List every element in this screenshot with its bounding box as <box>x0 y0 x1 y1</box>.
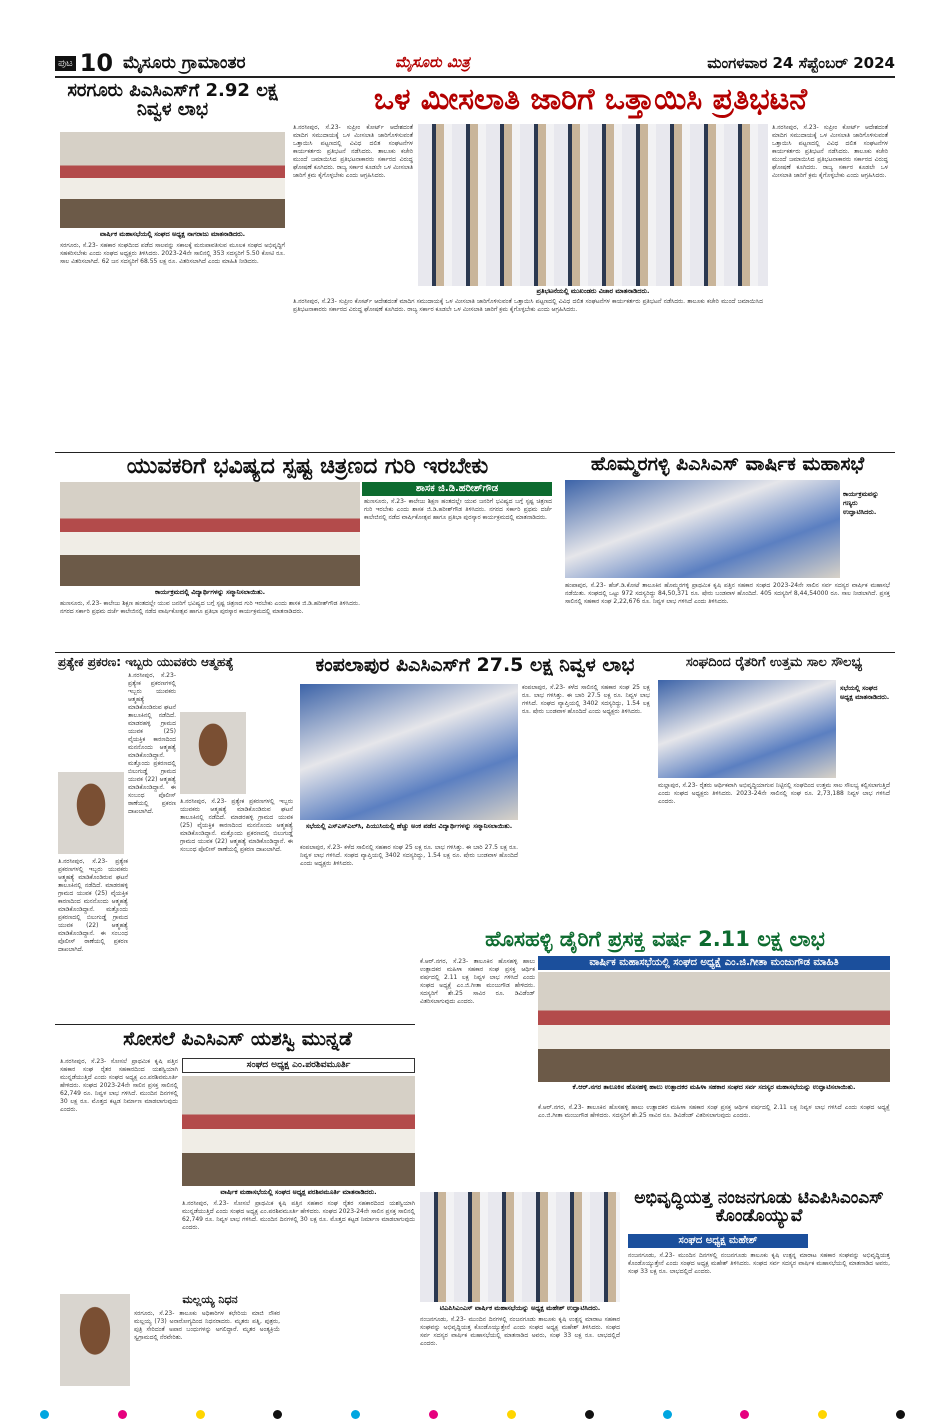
photo-caption: ಟಿಎಪಿಸಿಎಂಎಸ್ ವಾರ್ಷಿಕ ಮಹಾಸಭೆಯನ್ನು ಅಧ್ಯಕ್ಷ ಮಹೇಶ್ ಉದ್ಘಾಟಿಸಿದರು. <box>439 1304 601 1312</box>
article-headline: ಮಲ್ಲಯ್ಯ ನಿಧನ <box>182 1293 238 1306</box>
article-body: ಕಂಪಲಾಪುರ, ಸೆ.23- ಕಳೆದ ಸಾಲಿನಲ್ಲಿ ಸಹಕಾರ ಸಂಘ 25 ಲಕ್ಷ ರೂ. ಲಾಭ ಗಳಿಸಿತ್ತು. ಈ ಬಾರಿ 27.5 ಲಕ್ಷ ರೂ. ನಿವ್ವಳ ಲಾಭ ಗಳಿಸಿದೆ. ಸಂಘದ ವ್ಯಾಪ್ತಿಯಲ್ಲಿ 3402 ಸದಸ್ಯರಿದ್ದು, 1.54 ಲಕ್ಷ ರೂ. ಷೇರು ಬಂಡವಾಳ ಹೊಂದಿದೆ ಎಂದು ಅಧ್ಯಕ್ಷರು ತಿಳಿಸಿದರು. <box>522 684 650 715</box>
issue-date: ಮಂಗಳವಾರ 24 ಸೆಪ್ಟೆಂಬರ್ 2024 <box>707 54 895 72</box>
article-subhead: ವಾರ್ಷಿಕ ಮಹಾಸಭೆಯಲ್ಲಿ ಸಂಘದ ಅಧ್ಯಕ್ಷೆ ಎಂ.ಜಿ.ಗೀತಾ ಮಂಜುಗೌಡ ಮಾಹಿತಿ <box>538 956 890 970</box>
article-headline: ಸರಗೂರು ಪಿಎಸಿಎಸ್‌ಗೆ 2.92 ಲಕ್ಷ ನಿವ್ವಳ ಲಾಭ <box>67 80 278 120</box>
article-headline: ಕಂಪಲಾಪುರ ಪಿಎಸಿಎಸ್‌ಗೆ 27.5 ಲಕ್ಷ ನಿವ್ವಳ ಲಾಭ <box>315 654 635 676</box>
article-subhead: ಶಾಸಕ ಜಿ.ಡಿ.ಹರೀಶ್‌ಗೌಡ <box>362 482 552 496</box>
article-headline: ಪ್ರತ್ಯೇಕ ಪ್ರಕರಣ: ಇಬ್ಬರು ಯುವಕರು ಆತ್ಮಹತ್ಯೆ <box>58 655 234 669</box>
article-subhead: ಸಂಘದ ಅಧ್ಯಕ್ಷ ಮಹೇಶ್ <box>628 1234 808 1248</box>
photo-caption: ಕಾರ್ಯಕ್ರಮದಲ್ಲಿ ವಿದ್ಯಾರ್ಥಿಗಳನ್ನು ಸನ್ಮಾನಿಸಲಾಯಿತು. <box>154 588 266 596</box>
article-photo <box>565 480 840 578</box>
article-headline: ಒಳ ಮೀಸಲಾತಿ ಜಾರಿಗೆ ಒತ್ತಾಯಿಸಿ ಪ್ರತಿಭಟನೆ <box>373 82 808 117</box>
article-photo <box>420 1192 620 1302</box>
article-body: ಕೆ.ಆರ್.ನಗರ, ಸೆ.23- ತಾಲೂಕಿನ ಹೊಸಹಳ್ಳಿ ಹಾಲು ಉತ್ಪಾದಕರ ಮಹಿಳಾ ಸಹಕಾರ ಸಂಘ ಪ್ರಸಕ್ತ ಆರ್ಥಿಕ ವರ್ಷದಲ್ಲಿ 2.11 ಲಕ್ಷ ನಿವ್ವಳ ಲಾಭ ಗಳಿಸಿದೆ ಎಂದು ಸಂಘದ ಅಧ್ಯಕ್ಷೆ ಎಂ.ಜಿ.ಗೀತಾ ಮಂಜುಗೌಡ ಹೇಳಿದರು. ಸದಸ್ಯರಿಗೆ ಶೇ.25 ಸಾವಿರ ರೂ. ಡಿವಿಡೆಂಡ್ ವಿತರಿಸಲಾಗುವುದು ಎಂದರು. <box>420 958 535 1005</box>
article-headline: ಸಂಘದಿಂದ ರೈತರಿಗೆ ಉತ್ತಮ ಸಾಲ ಸೌಲಭ್ಯ <box>685 655 863 670</box>
article-body-continued: ಕೆ.ಆರ್.ನಗರ, ಸೆ.23- ತಾಲೂಕಿನ ಹೊಸಹಳ್ಳಿ ಹಾಲು ಉತ್ಪಾದಕರ ಮಹಿಳಾ ಸಹಕಾರ ಸಂಘ ಪ್ರಸಕ್ತ ಆರ್ಥಿಕ ವರ್ಷದಲ್ಲಿ 2.11 ಲಕ್ಷ ನಿವ್ವಳ ಲಾಭ ಗಳಿಸಿದೆ ಎಂದು ಸಂಘದ ಅಧ್ಯಕ್ಷೆ ಎಂ.ಜಿ.ಗೀತಾ ಮಂಜುಗೌಡ ಹೇಳಿದರು. ಸದಸ್ಯರಿಗೆ ಶೇ.25 ಸಾವಿರ ರೂ. ಡಿವಿಡೆಂಡ್ ವಿತರಿಸಲಾಗುವುದು ಎಂದರು. <box>538 1104 890 1119</box>
photo-caption: ಸಭೆಯಲ್ಲಿ ಎಸ್‌ಎಸ್‌ಎಲ್‌ಸಿ, ಪಿಯುಸಿಯಲ್ಲಿ ಹೆಚ್ಚು ಅಂಕ ಪಡೆದ ವಿದ್ಯಾರ್ಥಿಗಳನ್ನು ಸನ್ಮಾನಿಸಲಾಯಿತು. <box>305 822 513 830</box>
victim-photo <box>180 712 246 794</box>
photo-caption: ಕೆ.ಆರ್.ನಗರ ತಾಲೂಕಿನ ಹೊಸಹಳ್ಳಿ ಹಾಲು ಉತ್ಪಾದಕರ ಮಹಿಳಾ ಸಹಕಾರ ಸಂಘದ ಸರ್ವ ಸದಸ್ಯರ ಮಹಾಸಭೆಯನ್ನು ಉದ್ಘಾಟಿಸಲಾಯಿತು. <box>572 1083 856 1091</box>
article-body-continued: ಕಂಪಲಾಪುರ, ಸೆ.23- ಕಳೆದ ಸಾಲಿನಲ್ಲಿ ಸಹಕಾರ ಸಂಘ 25 ಲಕ್ಷ ರೂ. ಲಾಭ ಗಳಿಸಿತ್ತು. ಈ ಬಾರಿ 27.5 ಲಕ್ಷ ರೂ. ನಿವ್ವಳ ಲಾಭ ಗಳಿಸಿದೆ. ಸಂಘದ ವ್ಯಾಪ್ತಿಯಲ್ಲಿ 3402 ಸದಸ್ಯರಿದ್ದು, 1.54 ಲಕ್ಷ ರೂ. ಷೇರು ಬಂಡವಾಳ ಹೊಂದಿದೆ ಎಂದು ಅಧ್ಯಕ್ಷರು ತಿಳಿಸಿದರು. <box>300 844 518 867</box>
article-body-continued: ಹುಣಸೂರು, ಸೆ.23- ಕಾಲೇಜು ಶಿಕ್ಷಣ ಹಂತದಲ್ಲೇ ಯುವ ಜನರಿಗೆ ಭವಿಷ್ಯದ ಬಗ್ಗೆ ಸ್ಪಷ್ಟ ಚಿತ್ರಣದ ಗುರಿ ಇರಬೇಕು ಎಂದು ಶಾಸಕ ಜಿ.ಡಿ.ಹರೀಶ್‌ಗೌಡ ತಿಳಿಸಿದರು. ನಗರದ ಸರ್ಕಾರಿ ಪ್ರಥಮ ದರ್ಜೆ ಕಾಲೇಜಿನಲ್ಲಿ ನಡೆದ ವಾರ್ಷಿಕೋತ್ಸವ ಹಾಗೂ ಪ್ರತಿಭಾ ಪುರಸ್ಕಾರ ಕಾರ್ಯಕ್ರಮದಲ್ಲಿ ಮಾತನಾಡಿದರು. <box>60 600 360 615</box>
article-body: ನಂಜನಗೂಡು, ಸೆ.23- ಮುಂದಿನ ದಿನಗಳಲ್ಲಿ ನಂಜನಗೂಡು ತಾಲೂಕು ಕೃಷಿ ಉತ್ಪನ್ನ ಮಾರಾಟ ಸಹಕಾರ ಸಂಘವನ್ನು ಅಭಿವೃದ್ಧಿಯತ್ತ ಕೊಂಡೊಯ್ಯುತ್ತೇನೆ ಎಂದು ಸಂಘದ ಅಧ್ಯಕ್ಷ ಮಹೇಶ್ ತಿಳಿಸಿದರು. ಸಂಘದ ಸರ್ವ ಸದಸ್ಯರ ವಾರ್ಷಿಕ ಮಹಾಸಭೆಯಲ್ಲಿ ಮಾತನಾಡಿದ ಅವರು, ಸಂಘ 33 ಲಕ್ಷ ರೂ. ಲಾಭದಲ್ಲಿದೆ ಎಂದರು. <box>420 1316 620 1347</box>
print-registration-marks <box>0 1404 945 1424</box>
article-headline: ಅಭಿವೃದ್ಧಿಯತ್ತ ನಂಜನಗೂಡು ಟಿಎಪಿಸಿಎಂಎಸ್ ಕೊಂಡೊಯ್ಯುವೆ <box>634 1188 884 1226</box>
article-headline: ಯುವಕರಿಗೆ ಭವಿಷ್ಯದ ಸ್ಪಷ್ಟ ಚಿತ್ರಣದ ಗುರಿ ಇರಬೇಕು <box>126 454 489 479</box>
page-label: ಪುಟ <box>55 56 76 71</box>
article-body-continued: ತಿ.ನರಸೀಪುರ, ಸೆ.23- ಪ್ರತ್ಯೇಕ ಪ್ರಕರಣಗಳಲ್ಲಿ ಇಬ್ಬರು ಯುವಕರು ಆತ್ಮಹತ್ಯೆ ಮಾಡಿಕೊಂಡಿರುವ ಘಟನೆ ತಾಲೂಕಿನಲ್ಲಿ ನಡೆದಿದೆ. ಮಾಡರಹಳ್ಳಿ ಗ್ರಾಮದ ಯುವಕ (25) ವೈಯಕ್ತಿಕ ಕಾರಣದಿಂದ ಮನನೊಂದು ಆತ್ಮಹತ್ಯೆ ಮಾಡಿಕೊಂಡಿದ್ದಾನೆ. ಮತ್ತೊಂದು ಪ್ರಕರಣದಲ್ಲಿ ಬಿಲುಗುಡ್ಡೆ ಗ್ರಾಮದ ಯುವಕ (22) ಆತ್ಮಹತ್ಯೆ ಮಾಡಿಕೊಂಡಿದ್ದಾನೆ. ಈ ಸಂಬಂಧ ಪೊಲೀಸ್ ಠಾಣೆಯಲ್ಲಿ ಪ್ರಕರಣ ದಾಖಲಾಗಿದೆ. <box>180 798 293 853</box>
photo-caption: ಕಾರ್ಯಕ್ರಮವನ್ನು ಗಣ್ಯರು ಉದ್ಘಾಟಿಸಿದರು. <box>843 490 879 516</box>
article-body-continued: ತಿ.ನರಸೀಪುರ, ಸೆ.23- ಸುಪ್ರೀಂ ಕೋರ್ಟ್ ಆದೇಶದಂತೆ ಮಾದಿಗ ಸಮುದಾಯಕ್ಕೆ ಒಳ ಮೀಸಲಾತಿ ಜಾರಿಗೊಳಿಸುವಂತೆ ಒತ್ತಾಯಿಸಿ ಪಟ್ಟಣದಲ್ಲಿ ವಿವಿಧ ದಲಿತ ಸಂಘಟನೆಗಳ ಕಾರ್ಯಕರ್ತರು ಪ್ರತಿಭಟನೆ ನಡೆಸಿದರು. ತಾಲೂಕು ಕಚೇರಿ ಮುಂದೆ ಜಮಾಯಿಸಿದ ಪ್ರತಿಭಟನಾಕಾರರು ಸರ್ಕಾರದ ವಿರುದ್ಧ ಘೋಷಣೆ ಕೂಗಿದರು. ರಾಜ್ಯ ಸರ್ಕಾರ ಕೂಡಲೇ ಒಳ ಮೀಸಲಾತಿ ಜಾರಿಗೆ ಕ್ರಮ ಕೈಗೊಳ್ಳಬೇಕು ಎಂದು ಆಗ್ರಹಿಸಿದರು. <box>293 298 763 313</box>
article-body: ತಿ.ನರಸೀಪುರ, ಸೆ.23- ಪ್ರತ್ಯೇಕ ಪ್ರಕರಣಗಳಲ್ಲಿ ಇಬ್ಬರು ಯುವಕರು ಆತ್ಮಹತ್ಯೆ ಮಾಡಿಕೊಂಡಿರುವ ಘಟನೆ ತಾಲೂಕಿನಲ್ಲಿ ನಡೆದಿದೆ. ಮಾಡರಹಳ್ಳಿ ಗ್ರಾಮದ ಯುವಕ (25) ವೈಯಕ್ತಿಕ ಕಾರಣದಿಂದ ಮನನೊಂದು ಆತ್ಮಹತ್ಯೆ ಮಾಡಿಕೊಂಡಿದ್ದಾನೆ. ಮತ್ತೊಂದು ಪ್ರಕರಣದಲ್ಲಿ ಬಿಲುಗುಡ್ಡೆ ಗ್ರಾಮದ ಯುವಕ (22) ಆತ್ಮಹತ್ಯೆ ಮಾಡಿಕೊಂಡಿದ್ದಾನೆ. ಈ ಸಂಬಂಧ ಪೊಲೀಸ್ ಠಾಣೆಯಲ್ಲಿ ಪ್ರಕರಣ ದಾಖಲಾಗಿದೆ. <box>128 672 176 815</box>
article-body: ಹುಣಸೂರು, ಸೆ.23- ಕಾಲೇಜು ಶಿಕ್ಷಣ ಹಂತದಲ್ಲೇ ಯುವ ಜನರಿಗೆ ಭವಿಷ್ಯದ ಬಗ್ಗೆ ಸ್ಪಷ್ಟ ಚಿತ್ರಣದ ಗುರಿ ಇರಬೇಕು ಎಂದು ಶಾಸಕ ಜಿ.ಡಿ.ಹರೀಶ್‌ಗೌಡ ತಿಳಿಸಿದರು. ನಗರದ ಸರ್ಕಾರಿ ಪ್ರಥಮ ದರ್ಜೆ ಕಾಲೇಜಿನಲ್ಲಿ ನಡೆದ ವಾರ್ಷಿಕೋತ್ಸವ ಹಾಗೂ ಪ್ರತಿಭಾ ಪುರಸ್ಕಾರ ಕಾರ್ಯಕ್ರಮದಲ್ಲಿ ಮಾತನಾಡಿದರು. <box>364 498 552 521</box>
article-photo <box>418 124 768 286</box>
article-body: ಸರಗೂರು, ಸೆ.23- ತಾಲೂಕು ಅಧಿಕಾರಿಗಳ ಕಛೇರಿಯ ಮಾಜಿ ನೌಕರ ಮಲ್ಲಯ್ಯ (73) ಅನಾರೋಗ್ಯದಿಂದ ನಿಧನರಾದರು. ಮೃತರು ಪತ್ನಿ, ಪುತ್ರರು, ಪುತ್ರಿ ಸೇರಿದಂತೆ ಅಪಾರ ಬಂಧುಗಳನ್ನು ಅಗಲಿದ್ದಾರೆ. ಮೃತರ ಅಂತ್ಯಕ್ರಿಯೆ ಸ್ವಗ್ರಾಮದಲ್ಲಿ ನೆರವೇರಿತು. <box>134 1310 280 1341</box>
article-body-continued: ನಂಜನಗೂಡು, ಸೆ.23- ಮುಂದಿನ ದಿನಗಳಲ್ಲಿ ನಂಜನಗೂಡು ತಾಲೂಕು ಕೃಷಿ ಉತ್ಪನ್ನ ಮಾರಾಟ ಸಹಕಾರ ಸಂಘವನ್ನು ಅಭಿವೃದ್ಧಿಯತ್ತ ಕೊಂಡೊಯ್ಯುತ್ತೇನೆ ಎಂದು ಸಂಘದ ಅಧ್ಯಕ್ಷ ಮಹೇಶ್ ತಿಳಿಸಿದರು. ಸಂಘದ ಸರ್ವ ಸದಸ್ಯರ ವಾರ್ಷಿಕ ಮಹಾಸಭೆಯಲ್ಲಿ ಮಾತನಾಡಿದ ಅವರು, ಸಂಘ 33 ಲಕ್ಷ ರೂ. ಲಾಭದಲ್ಲಿದೆ ಎಂದರು. <box>628 1252 890 1275</box>
article-headline: ಹೊಮ್ಮರಗಳ್ಳಿ ಪಿಎಸಿಎಸ್ ವಾರ್ಷಿಕ ಮಹಾಸಭೆ <box>590 453 865 475</box>
article-headline: ಸೋಸಲೆ ಪಿಎಸಿಎಸ್ ಯಶಸ್ವಿ ಮುನ್ನಡೆ <box>123 1028 352 1050</box>
article-body-continued: ತಿ.ನರಸೀಪುರ, ಸೆ.23- ಸೋಸಲೆ ಪ್ರಾಥಮಿಕ ಕೃಷಿ ಪತ್ತಿನ ಸಹಕಾರ ಸಂಘ ರೈತರ ಸಹಕಾರದಿಂದ ಯಶಸ್ವಿಯಾಗಿ ಮುನ್ನಡೆಯುತ್ತಿದೆ ಎಂದು ಸಂಘದ ಅಧ್ಯಕ್ಷ ಎಂ.ಪರಶಿವಮೂರ್ತಿ ಹೇಳಿದರು. ಸಂಘದ 2023-24ನೇ ಸಾಲಿನ ಪ್ರಸಕ್ತ ಸಾಲಿನಲ್ಲಿ 62,749 ರೂ. ನಿವ್ವಳ ಲಾಭ ಗಳಿಸಿದೆ. ಮುಂದಿನ ದಿನಗಳಲ್ಲಿ 30 ಲಕ್ಷ ರೂ. ಮೊತ್ತದ ಕಟ್ಟಡ ನಿರ್ಮಾಣ ಮಾಡಲಾಗುವುದು ಎಂದರು. <box>182 1200 415 1231</box>
article-body: ಸರಗೂರು, ಸೆ.23- ಸಹಕಾರ ಸಂಘದಿಂದ ಪಡೆದ ಸಾಲವನ್ನು ಸಕಾಲಕ್ಕೆ ಮರುಪಾವತಿಸುವ ಮೂಲಕ ಸಂಘದ ಅಭಿವೃದ್ಧಿಗೆ ಸಹಕರಿಸಬೇಕು ಎಂದು ಸಂಘದ ಅಧ್ಯಕ್ಷರು ತಿಳಿಸಿದರು. 2023-24ನೇ ಸಾಲಿನಲ್ಲಿ 353 ಸದಸ್ಯರಿಗೆ 5.50 ಕೋಟಿ ರೂ. ಸಾಲ ವಿತರಿಸಲಾಗಿದೆ. 62 ಜನ ಸದಸ್ಯರಿಗೆ 68.55 ಲಕ್ಷ ರೂ. ವಿತರಿಸಲಾಗಿದೆ ಎಂದು ಮಾಹಿತಿ ನೀಡಿದರು. <box>60 242 285 265</box>
photo-caption: ಸಭೆಯಲ್ಲಿ ಸಂಘದ ಅಧ್ಯಕ್ಷ ಮಾತನಾಡಿದರು. <box>840 684 890 701</box>
divider <box>55 1024 415 1025</box>
obituary-photo <box>60 1294 130 1386</box>
article-photo <box>60 482 360 586</box>
photo-caption: ಪ್ರತಿಭಟನೆಯಲ್ಲಿ ಮುಖಂಡರು ವಿಚಾರ ಮಾತನಾಡಿದರು. <box>536 287 650 295</box>
article-body: ಹಂಪಾಪುರ, ಸೆ.23- ಹೆಚ್.ಡಿ.ಕೋಟೆ ತಾಲೂಕಿನ ಹೊಮ್ಮರಗಳ್ಳಿ ಪ್ರಾಥಮಿಕ ಕೃಷಿ ಪತ್ತಿನ ಸಹಕಾರ ಸಂಘದ 2023-24ನೇ ಸಾಲಿನ ಸರ್ವ ಸದಸ್ಯರ ವಾರ್ಷಿಕ ಮಹಾಸಭೆ ನಡೆಯಿತು. ಸಂಘದಲ್ಲಿ ಒಟ್ಟು 972 ಸದಸ್ಯರಿದ್ದು 84,50,371 ರೂ. ಷೇರು ಬಂಡವಾಳ ಹೊಂದಿದೆ. 405 ಸದಸ್ಯರಿಗೆ 8,44,54000 ರೂ. ಸಾಲ ನೀಡಲಾಗಿದೆ. ಪ್ರಸಕ್ತ ಸಾಲಿನಲ್ಲಿ ಸಹಕಾರ ಸಂಘ 2,22,676 ರೂ. ನಿವ್ವಳ ಲಾಭ ಗಳಿಸಿದೆ ಎಂದು ತಿಳಿಸಿದರು. <box>565 582 890 605</box>
article-headline: ಹೊಸಹಳ್ಳಿ ಡೈರಿಗೆ ಪ್ರಸಕ್ತ ವರ್ಷ 2.11 ಲಕ್ಷ ಲಾಭ <box>485 927 825 951</box>
article-photo <box>60 132 285 228</box>
article-photo <box>182 1076 415 1186</box>
article-photo <box>538 972 890 1082</box>
article-body: ತಿ.ನರಸೀಪುರ, ಸೆ.23- ಸುಪ್ರೀಂ ಕೋರ್ಟ್ ಆದೇಶದಂತೆ ಮಾದಿಗ ಸಮುದಾಯಕ್ಕೆ ಒಳ ಮೀಸಲಾತಿ ಜಾರಿಗೊಳಿಸುವಂತೆ ಒತ್ತಾಯಿಸಿ ಪಟ್ಟಣದಲ್ಲಿ ವಿವಿಧ ದಲಿತ ಸಂಘಟನೆಗಳ ಕಾರ್ಯಕರ್ತರು ಪ್ರತಿಭಟನೆ ನಡೆಸಿದರು. ತಾಲೂಕು ಕಚೇರಿ ಮುಂದೆ ಜಮಾಯಿಸಿದ ಪ್ರತಿಭಟನಾಕಾರರು ಸರ್ಕಾರದ ವಿರುದ್ಧ ಘೋಷಣೆ ಕೂಗಿದರು. ರಾಜ್ಯ ಸರ್ಕಾರ ಕೂಡಲೇ ಒಳ ಮೀಸಲಾತಿ ಜಾರಿಗೆ ಕ್ರಮ ಕೈಗೊಳ್ಳಬೇಕು ಎಂದು ಆಗ್ರಹಿಸಿದರು. <box>293 124 413 179</box>
article-body: ತಿ.ನರಸೀಪುರ, ಸೆ.23- ಸೋಸಲೆ ಪ್ರಾಥಮಿಕ ಕೃಷಿ ಪತ್ತಿನ ಸಹಕಾರ ಸಂಘ ರೈತರ ಸಹಕಾರದಿಂದ ಯಶಸ್ವಿಯಾಗಿ ಮುನ್ನಡೆಯುತ್ತಿದೆ ಎಂದು ಸಂಘದ ಅಧ್ಯಕ್ಷ ಎಂ.ಪರಶಿವಮೂರ್ತಿ ಹೇಳಿದರು. ಸಂಘದ 2023-24ನೇ ಸಾಲಿನ ಪ್ರಸಕ್ತ ಸಾಲಿನಲ್ಲಿ 62,749 ರೂ. ನಿವ್ವಳ ಲಾಭ ಗಳಿಸಿದೆ. ಮುಂದಿನ ದಿನಗಳಲ್ಲಿ 30 ಲಕ್ಷ ರೂ. ಮೊತ್ತದ ಕಟ್ಟಡ ನಿರ್ಮಾಣ ಮಾಡಲಾಗುವುದು ಎಂದರು. <box>60 1058 178 1113</box>
article-body-continued: ತಿ.ನರಸೀಪುರ, ಸೆ.23- ಪ್ರತ್ಯೇಕ ಪ್ರಕರಣಗಳಲ್ಲಿ ಇಬ್ಬರು ಯುವಕರು ಆತ್ಮಹತ್ಯೆ ಮಾಡಿಕೊಂಡಿರುವ ಘಟನೆ ತಾಲೂಕಿನಲ್ಲಿ ನಡೆದಿದೆ. ಮಾಡರಹಳ್ಳಿ ಗ್ರಾಮದ ಯುವಕ (25) ವೈಯಕ್ತಿಕ ಕಾರಣದಿಂದ ಮನನೊಂದು ಆತ್ಮಹತ್ಯೆ ಮಾಡಿಕೊಂಡಿದ್ದಾನೆ. ಮತ್ತೊಂದು ಪ್ರಕರಣದಲ್ಲಿ ಬಿಲುಗುಡ್ಡೆ ಗ್ರಾಮದ ಯುವಕ (22) ಆತ್ಮಹತ್ಯೆ ಮಾಡಿಕೊಂಡಿದ್ದಾನೆ. ಈ ಸಂಬಂಧ ಪೊಲೀಸ್ ಠಾಣೆಯಲ್ಲಿ ಪ್ರಕರಣ ದಾಖಲಾಗಿದೆ. <box>58 858 128 953</box>
article-subhead: ಸಂಘದ ಅಧ್ಯಕ್ಷ ಎಂ.ಪರಶಿವಮೂರ್ತಿ <box>182 1058 415 1073</box>
masthead: ಮೈಸೂರು ಮಿತ್ರ <box>395 53 470 71</box>
page-number: 10 <box>79 49 114 77</box>
photo-caption: ವಾರ್ಷಿಕ ಮಹಾಸಭೆಯಲ್ಲಿ ಸಂಘದ ಅಧ್ಯಕ್ಷ ಪರಶಿವಮೂರ್ತಿ ಮಾತನಾಡಿದರು. <box>220 1188 377 1196</box>
photo-caption: ವಾರ್ಷಿಕ ಮಹಾಸಭೆಯಲ್ಲಿ ಸಂಘದ ಅಧ್ಯಕ್ಷ ನಾಗರಾಜು ಮಾತನಾಡಿದರು. <box>99 230 246 238</box>
victim-photo <box>58 772 124 854</box>
divider <box>55 652 895 653</box>
article-body: ಮಲ್ಲಾಪುರ, ಸೆ.23- ರೈತರು ಆರ್ಥಿಕವಾಗಿ ಅಭಿವೃದ್ಧಿಯಾಗುವ ನಿಟ್ಟಿನಲ್ಲಿ ಸಂಘದಿಂದ ಉತ್ತಮ ಸಾಲ ಸೌಲಭ್ಯ ಕಲ್ಪಿಸಲಾಗುತ್ತಿದೆ ಎಂದು ಸಂಘದ ಅಧ್ಯಕ್ಷರು ತಿಳಿಸಿದರು. 2023-24ನೇ ಸಾಲಿನಲ್ಲಿ ಸಂಘ ರೂ. 2,73,188 ನಿವ್ವಳ ಲಾಭ ಗಳಿಸಿದೆ ಎಂದರು. <box>658 782 890 805</box>
page-number-badge <box>55 50 123 76</box>
section-title: ಮೈಸೂರು ಗ್ರಾಮಾಂತರ <box>123 53 246 73</box>
article-photo <box>300 684 518 820</box>
article-photo <box>658 680 836 778</box>
page-header <box>55 50 895 78</box>
article-body-continued: ತಿ.ನರಸೀಪುರ, ಸೆ.23- ಸುಪ್ರೀಂ ಕೋರ್ಟ್ ಆದೇಶದಂತೆ ಮಾದಿಗ ಸಮುದಾಯಕ್ಕೆ ಒಳ ಮೀಸಲಾತಿ ಜಾರಿಗೊಳಿಸುವಂತೆ ಒತ್ತಾಯಿಸಿ ಪಟ್ಟಣದಲ್ಲಿ ವಿವಿಧ ದಲಿತ ಸಂಘಟನೆಗಳ ಕಾರ್ಯಕರ್ತರು ಪ್ರತಿಭಟನೆ ನಡೆಸಿದರು. ತಾಲೂಕು ಕಚೇರಿ ಮುಂದೆ ಜಮಾಯಿಸಿದ ಪ್ರತಿಭಟನಾಕಾರರು ಸರ್ಕಾರದ ವಿರುದ್ಧ ಘೋಷಣೆ ಕೂಗಿದರು. ರಾಜ್ಯ ಸರ್ಕಾರ ಕೂಡಲೇ ಒಳ ಮೀಸಲಾತಿ ಜಾರಿಗೆ ಕ್ರಮ ಕೈಗೊಳ್ಳಬೇಕು ಎಂದು ಆಗ್ರಹಿಸಿದರು. <box>772 124 888 179</box>
